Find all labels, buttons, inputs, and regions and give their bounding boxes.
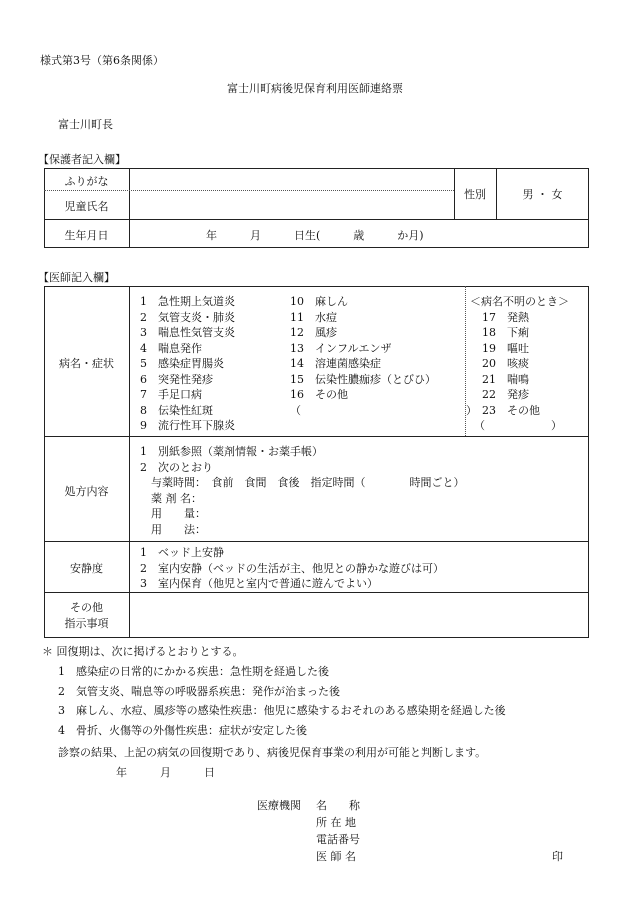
disease-list-2[interactable] (290, 294, 477, 418)
note-item: 3 麻しん、水痘、風疹等の感染性疾患：他児に感染するおそれのある感染期を経過した後 (58, 704, 506, 718)
seal-mark: 印 (552, 850, 563, 863)
child-name-label: 児童氏名 (64, 200, 109, 213)
prescription-label: 処方内容 (64, 485, 109, 498)
prescription-lines[interactable] (140, 444, 465, 537)
disease-item[interactable]: 9 流行性耳下腺炎 (140, 419, 235, 432)
disease-item[interactable]: 4 喘息発作 (140, 341, 202, 355)
form-number: 様式第3号（第6条関係） (40, 54, 164, 67)
symptom-item[interactable]: 22 発疹 (482, 388, 529, 401)
gender-label: 性別 (464, 188, 486, 201)
disease-item[interactable]: 2 気管支炎・肺炎 (140, 310, 235, 324)
phone-label: 電話番号 (316, 833, 360, 846)
disease-list-1[interactable] (140, 294, 235, 434)
disease-item[interactable]: 15 伝染性膿痂疹（とびひ） (290, 372, 436, 386)
other-instructions-label: その他 指示事項 (64, 601, 109, 630)
doctor-section-heading: 【医師記入欄】 (38, 271, 115, 284)
institution-label: 医療機関 (257, 799, 301, 812)
symptom-item[interactable]: 20 咳痰 (482, 357, 529, 370)
addressee: 富士川町長 (58, 118, 113, 131)
furigana-label: ふりがな (64, 175, 109, 188)
symptom-item[interactable]: 17 発熱 (482, 310, 529, 324)
guardian-section-heading: 【保護者記入欄】 (38, 153, 126, 166)
note-item: 4 骨折、火傷等の外傷性疾患：症状が安定した後 (58, 723, 307, 737)
usage-field[interactable]: 用 法： (140, 522, 206, 536)
prescription-option[interactable]: 2 次のとおり (140, 460, 213, 474)
prescription-option[interactable]: 1 別紙参照（薬剤情報・お薬手帳） (140, 445, 323, 458)
note-item: 2 気管支炎、喘息等の呼吸器系疾患：発作が治まった後 (58, 684, 340, 698)
rest-option[interactable]: 2 室内安静（ベッドの生活が主、他児との静かな遊びは可） (140, 561, 444, 575)
symptom-item[interactable]: 18 下痢 (482, 326, 529, 339)
gender-options[interactable]: 男 ・ 女 (522, 188, 563, 201)
rest-level-label: 安静度 (70, 562, 103, 575)
symptom-other-field[interactable]: （ ） (474, 419, 562, 432)
disease-item[interactable]: 11 水痘 (290, 310, 337, 324)
disease-item[interactable]: 16 その他 (290, 388, 348, 401)
diagnosis-statement: 診察の結果、上記の病気の回復期であり、病後児保育事業の利用が可能と判断します。 (58, 746, 487, 759)
dose-field[interactable]: 用 量： (140, 507, 206, 520)
symptom-item[interactable]: 21 喘鳴 (482, 372, 529, 386)
dosing-time-field[interactable]: 与薬時間： 食前 食間 食後 指定時間（ 時間ごと） (140, 476, 465, 489)
disease-item[interactable]: 14 溶連菌感染症 (290, 357, 381, 370)
disease-item[interactable]: 5 感染症胃腸炎 (140, 357, 224, 370)
disease-item[interactable]: 6 突発性発疹 (140, 372, 213, 386)
symptom-item[interactable]: 19 嘔吐 (482, 341, 529, 355)
notes-intro: ＊ 回復期は、次に掲げるとおりとする。 (42, 645, 244, 658)
disease-item[interactable]: 1 急性期上気道炎 (140, 295, 235, 308)
unknown-disease-heading: ＜病名不明のとき＞ (470, 295, 569, 308)
document-title: 富士川町病後児保育利用医師連絡票 (227, 82, 403, 95)
disease-label: 病名・症状 (59, 357, 114, 370)
disease-item[interactable]: 3 喘息性気管支炎 (140, 326, 235, 339)
other-instructions-field[interactable] (131, 594, 587, 636)
rest-level-options[interactable] (140, 545, 444, 592)
disease-item[interactable]: 10 麻しん (290, 295, 348, 308)
rest-option[interactable]: 1 ベッド上安静 (140, 546, 224, 559)
diagnosis-date[interactable]: 年 月 日 (116, 766, 215, 779)
disease-other-field[interactable]: （ ） (290, 403, 477, 417)
address-label: 所 在 地 (316, 816, 356, 829)
furigana-field[interactable] (130, 170, 453, 190)
institution-name-label: 名 称 (316, 799, 360, 812)
disease-item[interactable]: 12 風疹 (290, 326, 337, 339)
disease-list-3[interactable] (482, 310, 540, 419)
disease-item[interactable]: 7 手足口病 (140, 388, 202, 401)
symptom-item[interactable]: 23 その他 (482, 403, 540, 417)
notes-list (58, 662, 506, 740)
birth-date-label: 生年月日 (64, 229, 109, 242)
birth-date-field[interactable]: 年 月 日生( 歳 か月) (206, 229, 424, 242)
rest-option[interactable]: 3 室内保育（他児と室内で普通に遊んでよい） (140, 577, 378, 590)
drug-name-field[interactable]: 薬 剤 名： (140, 491, 202, 505)
disease-item[interactable]: 8 伝染性紅斑 (140, 403, 213, 417)
note-item: 1 感染症の日常的にかかる疾患：急性期を経過した後 (58, 665, 329, 678)
child-name-field[interactable] (130, 192, 453, 218)
doctor-name-label: 医 師 名 (316, 850, 356, 863)
disease-item[interactable]: 13 インフルエンザ (290, 341, 392, 355)
